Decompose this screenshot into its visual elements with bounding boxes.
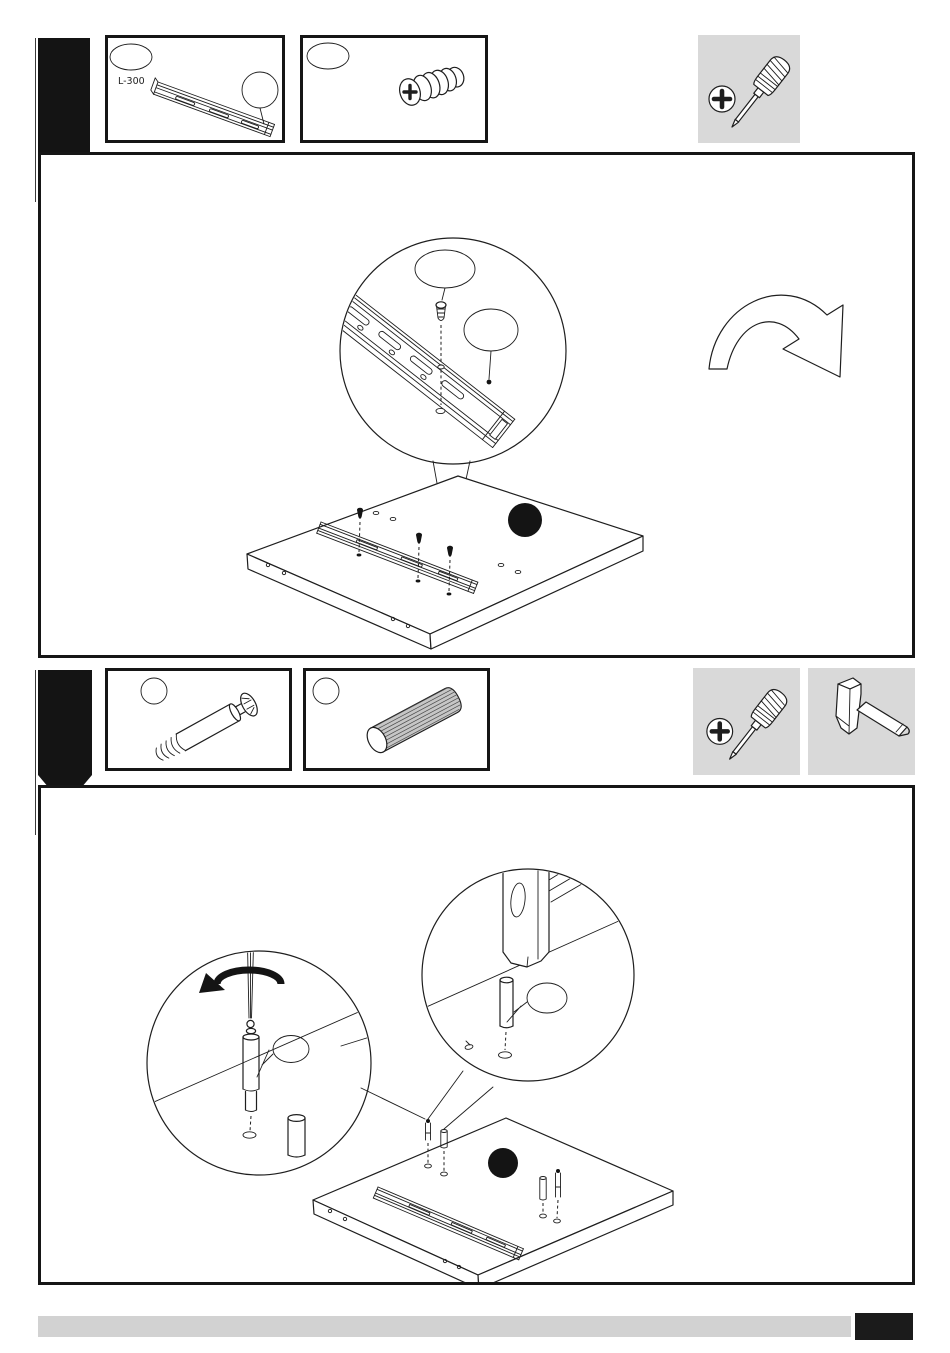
- board-isometric: [247, 476, 643, 649]
- magnified-screw: [436, 302, 446, 414]
- part-code-label: L-300: [118, 76, 145, 87]
- dowel-part-illustration: [306, 671, 487, 768]
- callout-oval-rail-hole: [464, 309, 518, 351]
- quantity-oval: [313, 678, 339, 704]
- part-box-screw: [300, 35, 488, 143]
- tool-box-screwdriver: [698, 35, 800, 143]
- quantity-oval: [110, 44, 152, 70]
- board-isometric: [313, 1118, 673, 1282]
- part-box-dowel: [303, 668, 490, 771]
- footer-page-block: [855, 1313, 913, 1340]
- black-dot-marker: [488, 1148, 518, 1178]
- magnified-hammer-detail: [413, 854, 621, 1013]
- dowel-in-hole: [465, 977, 513, 1058]
- rail-part-illustration: [108, 38, 282, 140]
- knurled-dowel-drawing: [363, 685, 464, 756]
- magnifier-leader-line: [361, 1088, 425, 1119]
- phillips-screwdriver-icon: [693, 668, 800, 775]
- callout-oval-dowel: [527, 983, 567, 1013]
- quantity-oval: [141, 678, 167, 704]
- callout-oval-cam-bolt: [273, 1036, 309, 1063]
- magnifier-leader-line: [428, 1071, 463, 1119]
- tool-box-screwdriver-2: [693, 668, 800, 775]
- phillips-screwdriver-icon: [698, 35, 800, 143]
- part-box-rail: [105, 35, 285, 143]
- part-box-cam-bolt: [105, 668, 292, 771]
- assembly-panel-step-1: [38, 152, 915, 658]
- cam-bolt-drawing: [151, 690, 261, 766]
- cam-bolt-in-hole: [243, 1034, 259, 1138]
- column-trim-line: [35, 38, 36, 202]
- hammer-icon: [808, 668, 915, 775]
- tool-box-hammer: [808, 668, 915, 775]
- cam-bolt-part-illustration: [108, 671, 289, 768]
- footer-progress-bar: [38, 1316, 851, 1337]
- screw-part-illustration: [303, 38, 485, 140]
- black-dot-marker: [508, 503, 542, 537]
- turn-arrow-icon: [199, 970, 281, 993]
- magnifier-circle: [340, 238, 566, 464]
- step-1-diagram: [41, 155, 912, 655]
- callout-oval-screw: [415, 250, 475, 288]
- quantity-oval: [307, 43, 349, 69]
- dowel-in-left-circle: [288, 1115, 305, 1157]
- euro-screw-drawing: [396, 62, 467, 108]
- magnifier-leader-line: [444, 1087, 493, 1129]
- step-2-diagram: [41, 788, 912, 1282]
- flip-over-arrow-icon: [709, 295, 843, 377]
- assembly-panel-step-2: [38, 785, 915, 1285]
- column-trim-line: [35, 670, 36, 835]
- callout-circle: [242, 72, 278, 108]
